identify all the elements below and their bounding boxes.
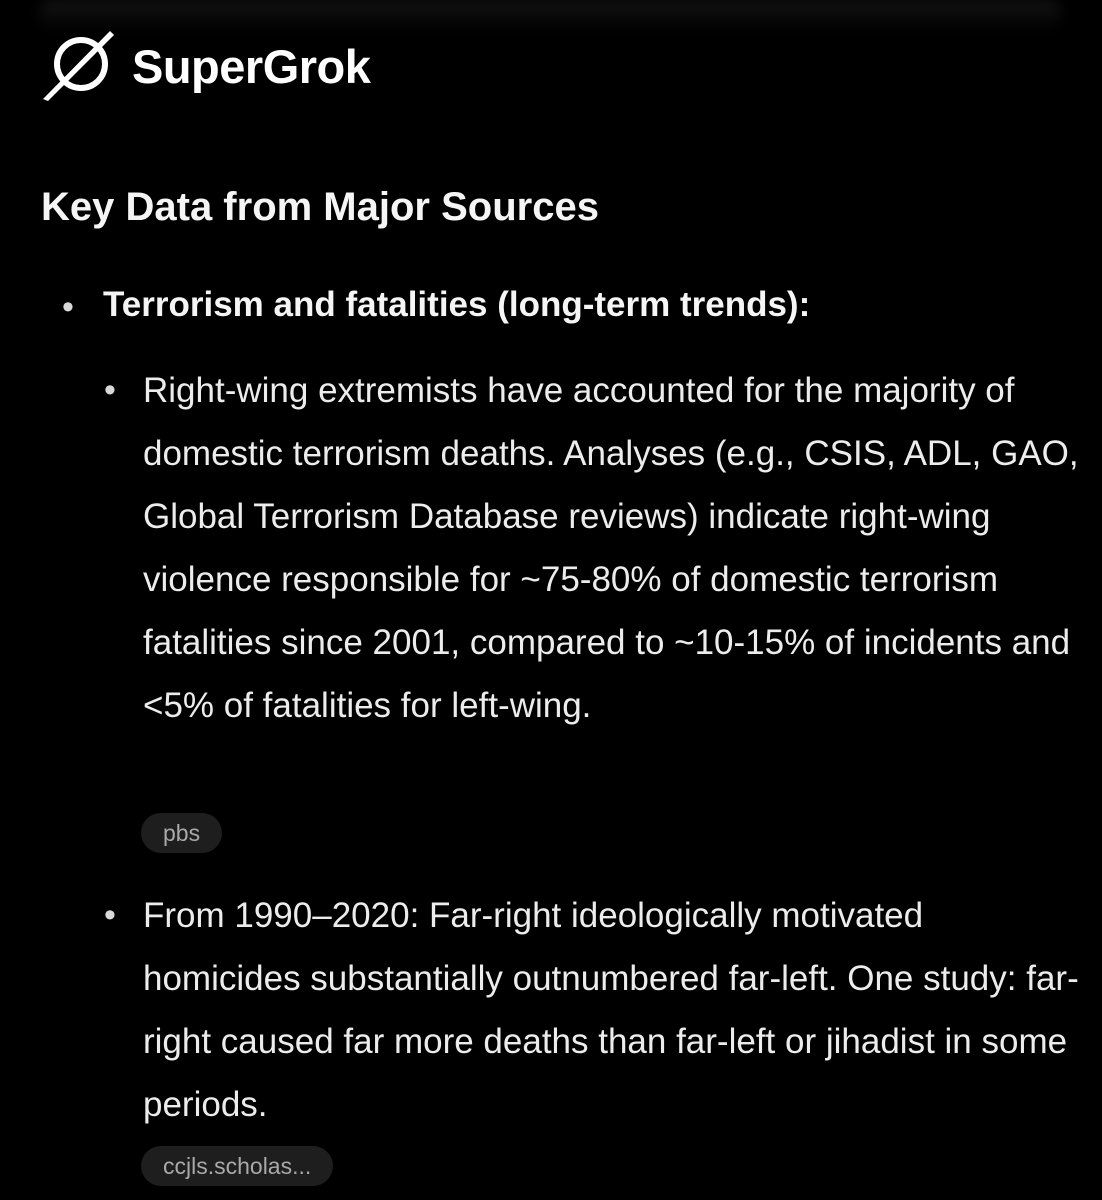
blurred-previous-content	[40, 0, 1060, 30]
list-item-title: Terrorism and fatalities (long-term trends):	[103, 285, 811, 324]
bullet-icon: •	[104, 371, 116, 409]
bullet-icon: •	[104, 896, 116, 934]
brand-header	[40, 28, 370, 104]
source-chip-pbs[interactable]: pbs	[141, 813, 222, 853]
bullet-icon: •	[62, 288, 74, 326]
section-title: Key Data from Major Sources	[41, 185, 599, 229]
brand-name: SuperGrok	[132, 39, 371, 93]
grok-slash-circle-icon	[40, 28, 118, 104]
list-item-text: Right-wing extremists have accounted for the majority of domestic terrorism deaths. Analyses (e.g., CSIS, ADL, GAO, Global Terrorism Database reviews) indicate right-wing violence responsible for ~75-80% of domestic terrorism fatalities since 2001, compared to ~10-15% of incidents and <5% of fatalities for left-wing.	[143, 371, 1079, 725]
source-chip-ccjls[interactable]: ccjls.scholas...	[141, 1146, 333, 1186]
list-item-text: From 1990–2020: Far-right ideologically motivated homicides substantially outnumbered far-left. One study: far-right caused far more deaths than far-left or jihadist in some periods.	[143, 896, 1079, 1124]
